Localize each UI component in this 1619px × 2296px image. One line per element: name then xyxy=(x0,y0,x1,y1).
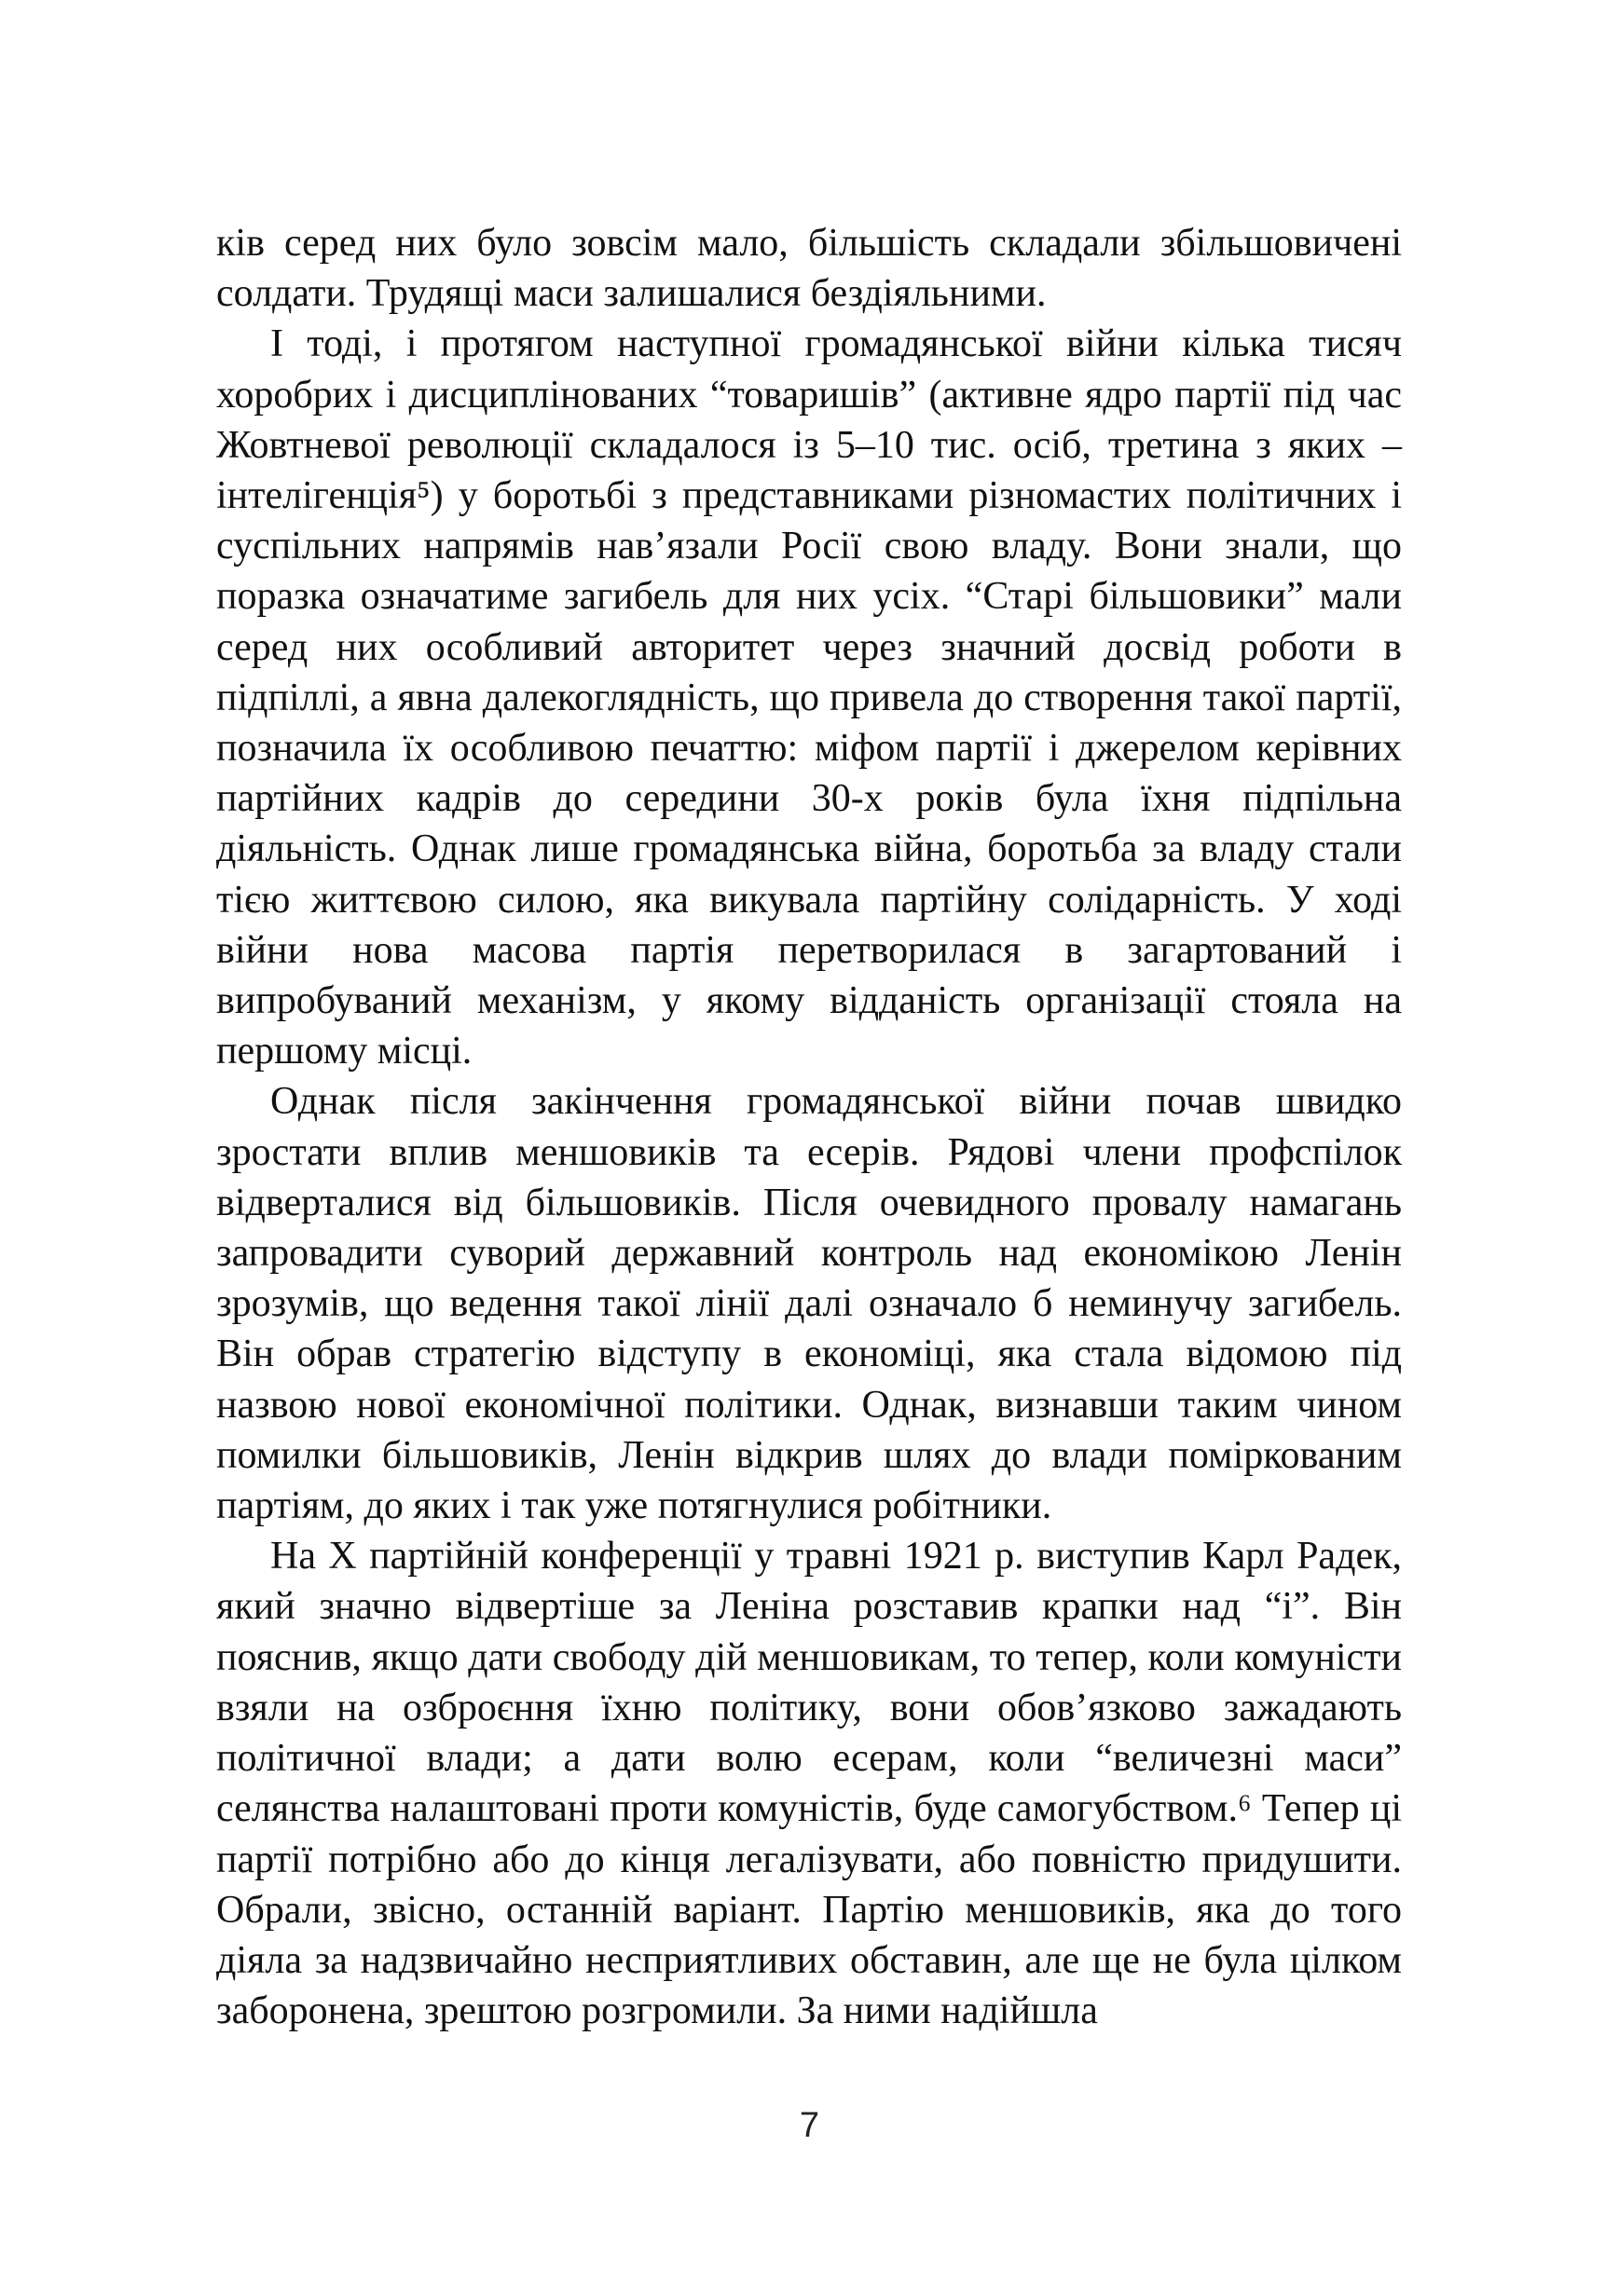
paragraph-2: І тоді, і протягом наступної громадянської війни кілька тисяч хоробрих і дисциплінованих “товаришів” (активне ядро партії під час Жовтневої революції складалося із 5–10 тис. осіб, третина з яких – інтелігенція⁵) у боротьбі з представниками різномастих політичних і суспільних напрямів нав’язали Росії свою владу. Вони знали, що поразка означатиме загибель для них усіх. “Старі більшовики” мали серед них особливий авторитет через значний досвід роботи в підпіллі, а явна далекоглядність, що привела до створення такої партії, позначила їх особливою печаттю: міфом партії і джерелом керівних партійних кадрів до середини 30-х років була їхня підпільна діяльність. Однак лише громадянська війна, боротьба за владу стали тією життєвою силою, яка викувала партійну солідарність. У ході війни нова масова партія перетворилася в загартований і випробуваний механізм, у якому відданість організації стояла на першому місці. xyxy=(216,322,1402,1073)
paragraph-3: Однак після закінчення громадянської війни почав швидко зростати вплив меншовиків та есерів. Рядові члени профспілок відверталися від більшовиків. Після очевидного провалу намагань запровадити суворий державний контроль над економікою Ленін зрозумів, що ведення такої лінії далі означало б неминучу загибель. Він обрав стратегію відступу в економіці, яка стала відомою під назвою нової економічної політики. Однак, визнавши таким чином помилки більшовиків, Ленін відкрив шлях до влади поміркованим партіям, до яких і так уже потягнулися робітники. xyxy=(216,1080,1402,1528)
paragraph-4: На Х партійній конференції у травні 1921 р. виступив Карл Радек, який значно відвертіше за Леніна розставив крапки над “і”. Він пояснив, якщо дати свободу дій меншовикам, то тепер, коли комуністи взяли на озброєння їхню політику, вони обов’язково зажадають політичної влади; а дати волю есерам, коли “величезні маси” селянства налаштовані проти комуністів, буде самогубством.⁶ Тепер ці партії потрібно або до кінця легалізувати, або повністю придушити. Обрали, звісно, останній варіант. Партію меншовиків, яка до того діяла за надзвичайно несприятливих обставин, але ще не була цілком заборонена, зрештою розгромили. За ними надійшла xyxy=(216,1535,1402,2033)
page-number: 7 xyxy=(799,2106,820,2145)
paragraph-1: ків серед них було зовсім мало, більшість складали збільшовичені солдати. Трудящі маси залишалися бездіяльними. xyxy=(216,222,1402,316)
body-text xyxy=(216,218,1402,2036)
